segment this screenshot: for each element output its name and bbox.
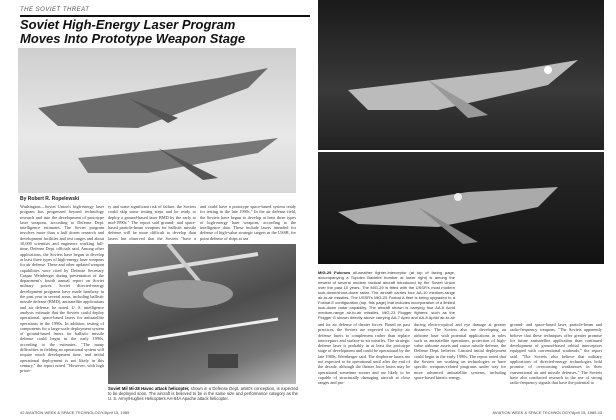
helicopter-caption: [108, 386, 298, 402]
right-column-1: and for air defense of theater forces. Based on past practices, the Soviets are expected to deploy air defense lasers to complement rather than replace interceptors and surface-to-air missiles. The strategic defense laser is probably in at least the prototype stage of development and could be operational by the late 1980s, Weinberger said. The shipborne lasers are not expected to be operational until after the end of the decade, although the theater force lasers may be operational sometime sooner and are likely to be capable of structurally damaging aircraft at close ranges and pro-: [318, 322, 410, 386]
caption-lead: Soviet Mil Mi-28 Havoc attack helicopter,: [108, 386, 190, 391]
left-column-3: and could have a prototype space-based system ready for testing in the late 1990s." In the air defense field, the Soviets have begun to develop at least three types of high-energy laser weapons, according to the intelligence data. These include lasers intended for defense of high-value strategic targets in the USSR, for point defense of ships at sea: [200, 204, 296, 241]
jet-fighters-photo: [18, 48, 296, 193]
title-line-1: Soviet High-Energy Laser Program: [20, 17, 236, 32]
left-page-footer: 42 AVIATION WEEK & SPACE TECHNOLOGY/April 15, 1985: [20, 410, 130, 415]
helicopter-photo: [108, 244, 296, 384]
caption-lead: MiG-29 Fulcrum: [318, 270, 350, 275]
mig-23-photo: [318, 152, 604, 264]
fighter-caption-part-2: [462, 270, 602, 320]
title-line-2: Moves Into Prototype Weapon Stage: [20, 31, 246, 46]
caption-text: all-weather fighter-interceptor (at top of facing page, accompanying a Tupolev Backfire bomber at lower right) is among the newest of several modern tactical aircraft introduced by the Soviet Union over the past 10 years. The MiG-29 is fitted with the USSR's most modern look-down/shoot-down radar. The aircraft carries four AA-10 medium-range air-to-air missiles. The USSR's MiG-25 Foxbat A fleet is being upgraded to a Foxbat E configuration (top, this page) that includes incorporation of a limited look-down radar capability. The aircraft shown is carrying four AA-6 Acrid medium-range air-to-air missiles. MiG-23 Flogger fighters, such as the Flogger G shown directly above carrying AA-7 Apex and AA-8 Aphid air-to-air: [318, 270, 455, 320]
right-column-2: ducing electro-optical and eye damage at greater distances. The Soviets also are developing an airborne laser with potential applications in roles such as antisatellite operations, protection of high-value airborne assets and cruise missile defense, the Defense Dept. believes. Limited initial deployment could begin in the early 1990s. The report noted that the Soviets are working on technologies or have specific weapons-related programs under way for more advanced antisatellite systems, including space-based kinetic energy,: [414, 322, 506, 380]
byline: By Robert R. Ropelewski: [20, 196, 80, 202]
mig-25-photo: [318, 0, 604, 150]
section-kicker: THE SOVIET THREAT: [20, 7, 90, 13]
left-column-2: ty and some significant risk of failure, the Soviets could skip some testing steps and be ready to deploy a ground-based laser BMD by the early to mid-1990s." The report said ground- and space-based particle-beam weapons for ballistic missile defense will be more difficult to develop than lasers but observed that the Soviets "have a: [108, 204, 196, 241]
left-column-1: Washington—Soviet Union's high-energy laser program has progressed beyond technology research and into the development of prototype laser weapons, according to Defense Dept. intelligence estimates. The Soviet program involves more than a half dozen research and development facilities and test ranges and about 10,000 scientists and engineers working full-time, Defense Dept. officials said. Among other applications, the Soviets have begun to develop at least three types of high-energy laser weapons for air defense. These and other updated weapon capabilities were cited by Defense Secretary Caspar Weinberger during presentation of the department's fourth annual report on Soviet military power. Soviet directed-energy development programs have made headway in the past year in several areas, including ballistic missile defense (BMD), antisatellite applications and air defense, he noted. U. S. intelligence analysts estimate that the Soviets could deploy operational, space-based lasers for antisatellite operations in the 1990s. In addition, testing of components for a large-scale deployment system of ground-based lasers for ballistic missile defense could begin in the early 1990s, according to the estimates. "The many difficulties in fielding an operational system will require much development time, and initial operational deployment is not likely in this century," the report noted. "However, with high priori-: [20, 204, 104, 374]
article-title: [20, 18, 310, 46]
right-column-3: ground- and space-based laser, particle-beam and radio-frequency weapons. "The Soviets apparently believe that these techniques offer greater promise for future antisatellite application than continued development of ground-based orbital interceptors equipped with conventional warheads," the report said. "The Soviets also believe that military applications of directed-energy technologies hold promise of overcoming weaknesses in their conventional air and missile defenses." The Soviets have also conducted research in the use of strong radio-frequency signals that have the potential to: [510, 322, 602, 386]
fighter-caption-part-1: [318, 270, 455, 320]
right-page-footer: AVIATION WEEK & SPACE TECHNOLOGY/April 15, 1985 43: [492, 410, 602, 415]
caption-text: shown in a Defense Dept. artist's conception, is expected to be deployed soon. The aircraft is believed to be in the same size and performance category as the U. S. Army/Hughes Helicopters AH-64A Apache attack helicopter.: [108, 386, 298, 402]
